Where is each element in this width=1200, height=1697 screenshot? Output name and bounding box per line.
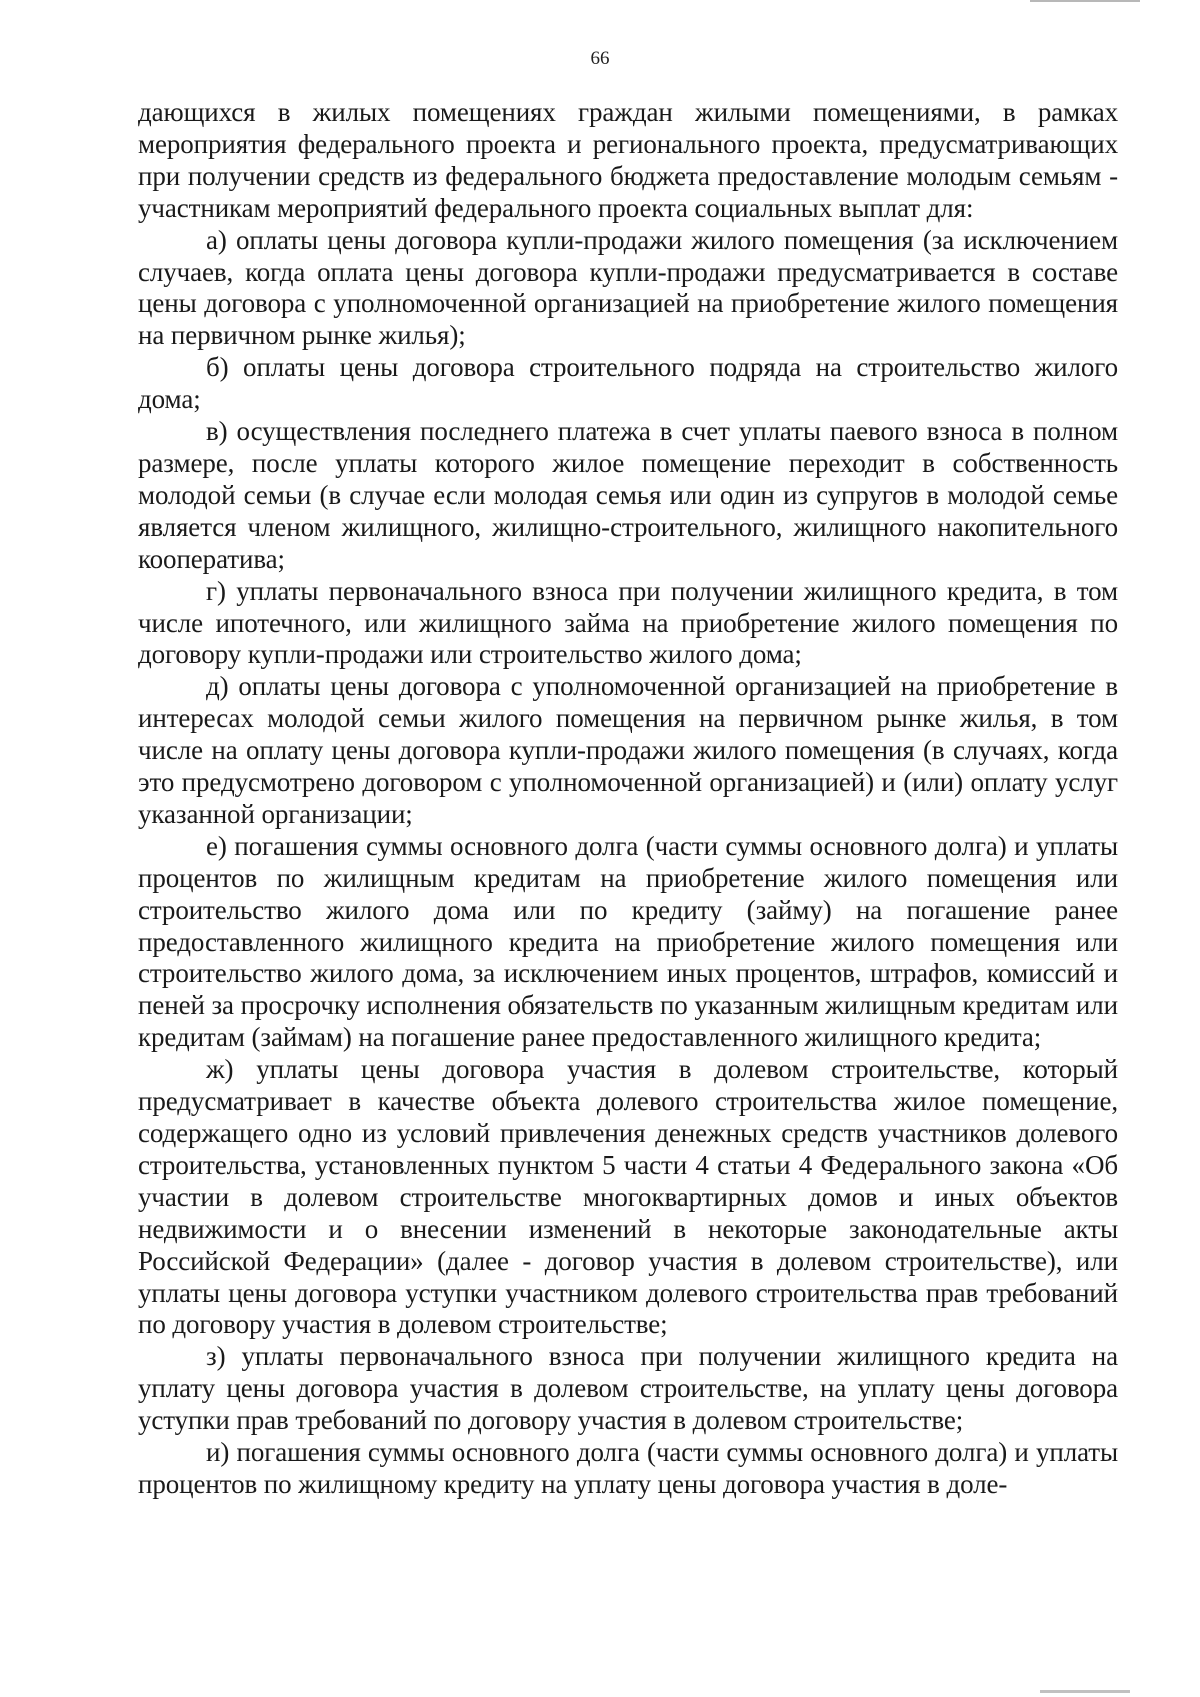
list-item-zh: ж) уплаты цены договора участия в долевом строительстве, который предусматривает в качестве объекта долевого строительства жилое помещение, содержащего одно из условий привлечения денежных средств участников долевого строительства, установленных пунктом 5 части 4 статьи 4 Федерального закона «Об участии в долевом строительстве многоквартирных домов и иных объектов недвижимости и о внесении изменений в некоторые законодательные акты Российской Федерации» (далее - договор участия в долевом строительстве), или уплаты цены договора уступки участником долевого строительства прав требований по договору участия в долевом строительстве; <box>138 1054 1118 1340</box>
list-item-g: г) уплаты первоначального взноса при получении жилищного кредита, в том числе ипотечного, или жилищного займа на приобретение жилого помещения по договору купли-продажи или строительство жилого дома; <box>138 575 1118 670</box>
list-item-d: д) оплаты цены договора с уполномоченной организацией на приобретение в интересах молодой семьи жилого помещения на первичном рынке жилья, в том числе на оплату цены договора купли-продажи жилого помещения (в случаях, когда это предусмотрено договором с уполномоченной организацией) и (или) оплату услуг указанной организации; <box>138 671 1118 829</box>
list-item-a: а) оплаты цены договора купли-продажи жилого помещения (за исключением случаев, когда оплата цены договора купли-продажи предусматривается в составе цены договора с уполномоченной организацией на приобретение жилого помещения на первичном рынке жилья); <box>138 224 1118 351</box>
list-item-b: б) оплаты цены договора строительного подряда на строительство жилого дома; <box>138 352 1118 415</box>
page-number: 66 <box>590 48 610 69</box>
paragraph-continuation: дающихся в жилых помещениях граждан жилыми помещениями, в рамках мероприятия федерального проекта и регионального проекта, предусматривающих при получении средств из федерального бюджета предоставление молодым семьям - участникам мероприятий федерального проекта социальных выплат для: <box>138 97 1118 223</box>
list-item-e: е) погашения суммы основного долга (части суммы основного долга) и уплаты процентов по жилищным кредитам на приобретение жилого помещения или строительство жилого дома или по кредиту (займу) на погашение ранее предоставленного жилищного кредита на приобретение жилого помещения или строительство жилого дома, за исключением иных процентов, штрафов, комиссий и пеней за просрочку исполнения обязательств по указанным жилищным кредитам или кредитам (займам) на погашение ранее предоставленного жилищного кредита; <box>138 830 1118 1053</box>
list-item-z: з) уплаты первоначального взноса при получении жилищного кредита на уплату цены договора участия в долевом строительстве, на уплату цены договора уступки прав требований по договору участия в долевом строительстве; <box>138 1341 1118 1436</box>
document-body <box>138 97 1118 1501</box>
list-item-v: в) осуществления последнего платежа в счет уплаты паевого взноса в полном размере, после уплаты которого жилое помещение переходит в собственность молодой семьи (в случае если молодая семья или один из супругов в молодой семье является членом жилищного, жилищно-строительного, жилищного накопительного кооператива; <box>138 416 1118 574</box>
list-item-i: и) погашения суммы основного долга (части суммы основного долга) и уплаты процентов по жилищному кредиту на уплату цены договора участия в доле- <box>138 1437 1118 1499</box>
scan-artifact-top <box>1030 0 1140 2</box>
scan-artifact-bottom <box>1040 1690 1130 1693</box>
